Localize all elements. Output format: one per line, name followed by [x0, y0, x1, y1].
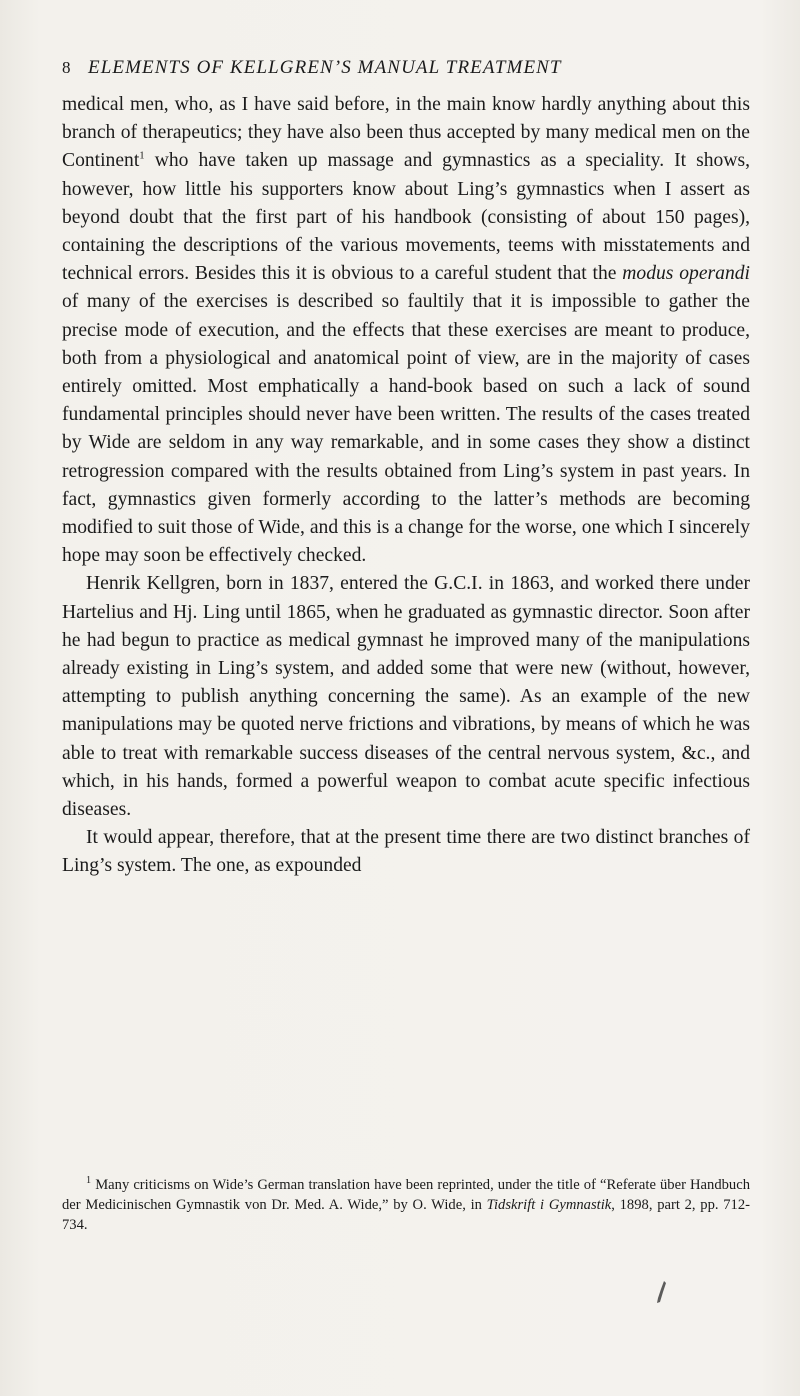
paragraph-1-part-b: who have taken up massage and gymnastics as a speciality. It shows, however, how little his supporters know about Ling’s gymnastics when I assert as beyond doubt that the first part of his handbook (consisting of about 150 pages), containing the descriptions of the various movements, teems with misstatements and technical errors. Besides this it is obvious to a careful student that the [62, 150, 750, 285]
paragraph-1 [62, 91, 750, 570]
paragraph-3: It would appear, therefore, that at the present time there are two distinct branches of Ling’s system. The one, as expounded [62, 827, 750, 877]
running-head [62, 56, 752, 80]
footnote-reference: 1 [139, 149, 145, 162]
paragraph-1-part-c: of many of the exercises is described so faultily that it is impossible to gather the precise mode of execution, and the effects that these exercises are meant to produce, both from a physiological and anatomical point of view, are in the majority of cases entirely omitted. Most emphatically a hand-book based on such a lack of sound fundamental principles should never have been written. The results of the cases treated by Wide are seldom in any way remarkable, and in some cases they show a distinct retrogression compared with the results obtained from Ling’s system in past years. In fact, gymnastics given formerly according to the latter’s methods are becoming modified to suit those of Wide, and this is a change for the worse, one which I sincerely hope may soon be effectively checked. [62, 291, 750, 567]
running-title: ELEMENTS OF KELLGREN’S MANUAL TREATMENT [88, 57, 562, 78]
footnote [62, 1175, 750, 1235]
ink-smudge-mark [654, 1280, 668, 1304]
page-number: 8 [62, 58, 72, 77]
paragraph-1-part-a: medical men, who, as I have said before, in the main know hardly anything about this branch of therapeutics; they have also been thus accepted by many medical men on the Continent [62, 94, 750, 172]
footnote-part-a: Many criticisms on Wide’s German translation have been reprinted, under the title of “Referate über Handbuch der Medicinischen Gymnastik von Dr. Med. A. Wide,” by O. Wide, in [62, 1177, 750, 1213]
footnote-part-b: , 1898, part 2, pp. 712-734. [62, 1197, 750, 1233]
footnote-text [62, 1175, 750, 1235]
footnote-marker: 1 [86, 1175, 92, 1187]
footnote-journal-title: Tidskrift i Gymnastik [486, 1197, 612, 1213]
body-text [62, 91, 750, 881]
paragraph-1-italic-phrase: modus operandi [622, 263, 750, 285]
paragraph-2: Henrik Kellgren, born in 1837, entered the G.C.I. in 1863, and worked there under Hartelius and Hj. Ling until 1865, when he graduated as gymnastic director. Soon after he had begun to practice as medical gymnast he improved many of the manipulations already existing in Ling’s system, and added some that were new (without, however, attempting to publish anything concerning the same). As an example of the new manipulations may be quoted nerve frictions and vibrations, by means of which he was able to treat with remarkable success diseases of the central nervous system, &c., and which, in his hands, formed a powerful weapon to combat acute specific infectious diseases. [62, 573, 750, 821]
